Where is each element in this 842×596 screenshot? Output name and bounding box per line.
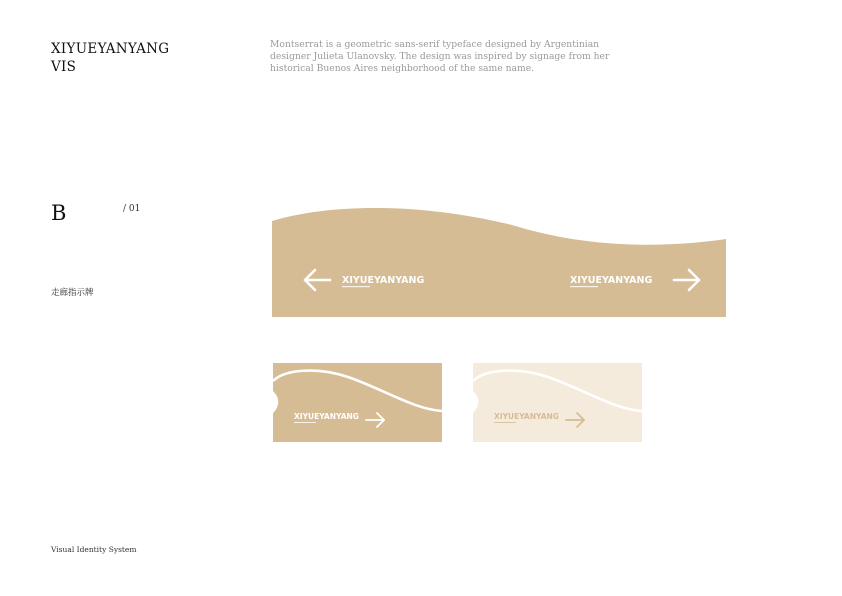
corridor-sign-large (272, 205, 726, 318)
section-number: / 01 (123, 204, 141, 214)
description-paragraph (270, 39, 615, 75)
description-line-2: designer Julieta Ulanovsky. The design was inspired by signage from her (270, 51, 610, 62)
brand-line-1: XIYUEYANYANG (51, 41, 170, 57)
sign-brand-right: XIYUEYANYANG (570, 275, 653, 286)
brand-title (51, 40, 169, 76)
sign-subtext-left (342, 286, 370, 287)
corridor-sign-small-cream (473, 363, 642, 442)
small-sign-subtext (294, 422, 316, 423)
description-line-1: Montserrat is a geometric sans-serif typeface designed by Argentinian (270, 39, 600, 50)
small-sign-brand: XIYUEYANYANG (294, 412, 359, 421)
section-letter: B (51, 201, 67, 225)
small-sign-brand: XIYUEYANYANG (494, 412, 559, 421)
description-line-3: historical Buenos Aires neighborhood of the same name. (270, 63, 535, 74)
small-sign-subtext (494, 422, 516, 423)
sign-wave-panel (272, 208, 726, 317)
sign-brand-left: XIYUEYANYANG (342, 275, 425, 286)
section-title: 走廊指示牌 (51, 288, 94, 298)
footer-text: Visual Identity System (51, 545, 137, 554)
brand-line-2: VIS (51, 59, 77, 75)
small-sign-panel (273, 363, 442, 442)
sign-subtext-right (570, 286, 598, 287)
small-sign-panel (473, 363, 642, 442)
corridor-sign-small-tan (273, 363, 442, 442)
